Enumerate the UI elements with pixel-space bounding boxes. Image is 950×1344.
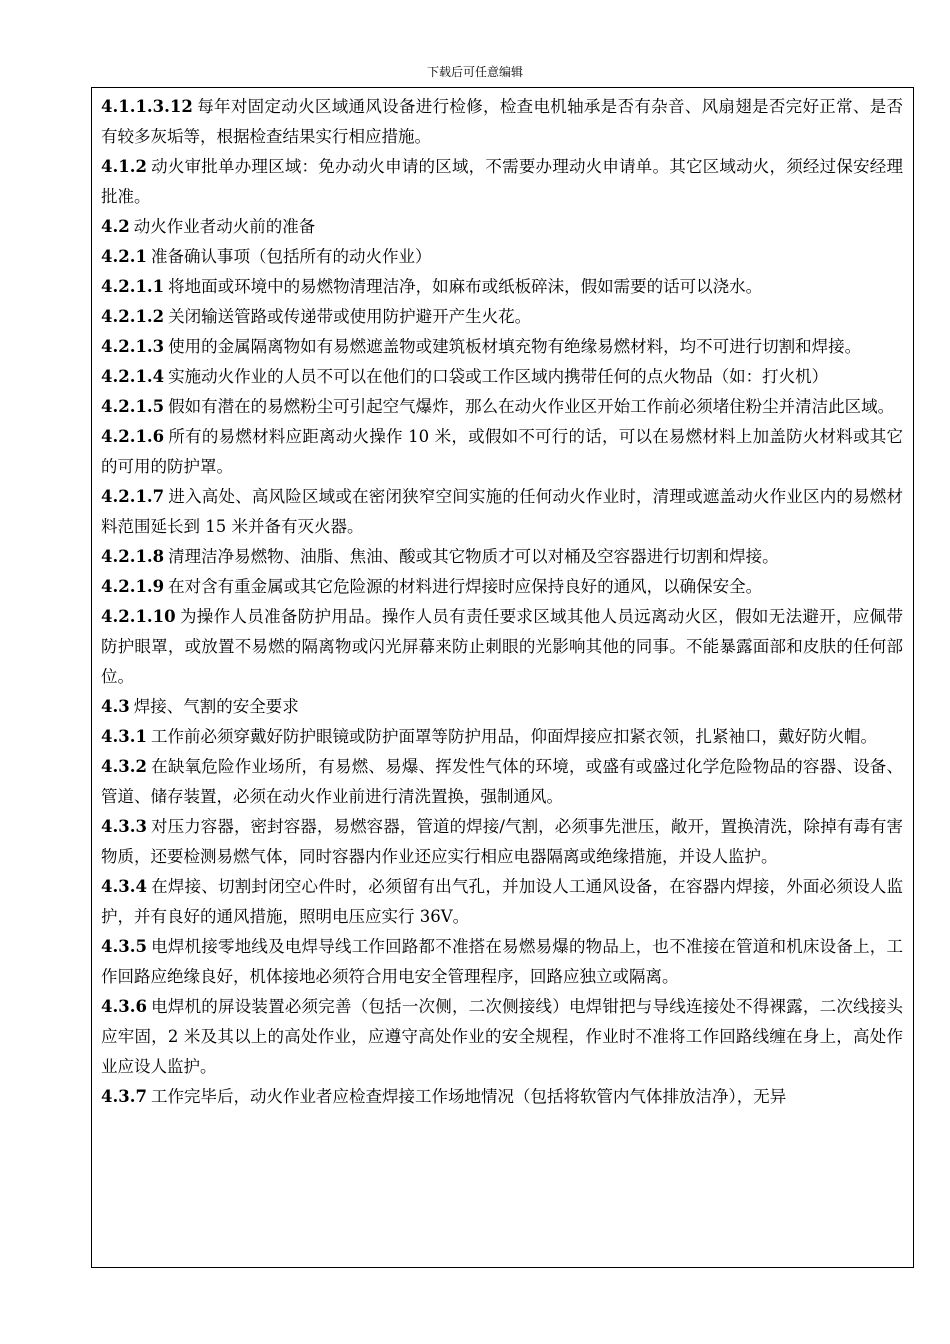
clause-text: 动火作业者动火前的准备: [133, 217, 316, 236]
paragraph: [101, 392, 903, 422]
clause-number: 4.3.6: [101, 997, 147, 1016]
paragraph: [101, 752, 903, 812]
clause-text: 焊接、气割的安全要求: [133, 697, 299, 716]
clause-number: 4.2.1.1: [101, 277, 165, 296]
page-header-note: 下载后可任意编辑: [426, 65, 523, 79]
paragraph: [101, 992, 903, 1082]
clause-text: 工作完毕后，动火作业者应检查焊接工作场地情况（包括将软管内气体排放洁净），无异: [150, 1087, 787, 1106]
clause-number: 4.3.1: [101, 727, 147, 746]
clause-text: 动火审批单办理区域：免办动火申请的区域，不需要办理动火申请单。其它区域动火，须经过保安经理批准。: [101, 157, 903, 206]
clause-number: 4.3.5: [101, 937, 147, 956]
clause-number: 4.3: [101, 697, 130, 716]
clause-number: 4.2.1.8: [101, 547, 165, 566]
document-body: [91, 87, 914, 1268]
subsection-heading: [101, 242, 903, 272]
paragraph: [101, 152, 903, 212]
paragraph: [101, 92, 903, 152]
clause-number: 4.2: [101, 217, 130, 236]
clause-text: 在缺氧危险作业场所，有易燃、易爆、挥发性气体的环境，或盛有或盛过化学危险物品的容器、设备、管道、储存装置，必须在动火作业前进行清洗置换，强制通风。: [101, 757, 903, 806]
clause-number: 4.2.1.10: [101, 607, 176, 626]
clause-number: 4.1.2: [101, 157, 147, 176]
clause-number: 4.2.1.2: [101, 307, 165, 326]
paragraph: [101, 542, 903, 572]
clause-text: 每年对固定动火区域通风设备进行检修，检查电机轴承是否有杂音、风扇翅是否完好正常、是否有较多灰垢等，根据检查结果实行相应措施。: [101, 97, 903, 146]
clause-number: 4.2.1.3: [101, 337, 165, 356]
section-heading: [101, 692, 903, 722]
clause-text: 对压力容器，密封容器，易燃容器，管道的焊接/气割，必须事先泄压，敞开，置换清洗，除掉有毒有害物质，还要检测易燃气体，同时容器内作业还应实行相应电器隔离或绝缘措施，并设人监护。: [101, 817, 903, 866]
clause-number: 4.1.1.3.12: [101, 97, 193, 116]
clause-text: 准备确认事项（包括所有的动火作业）: [150, 247, 432, 266]
clause-text: 电焊机接零地线及电焊导线工作回路都不准搭在易燃易爆的物品上，也不准接在管道和机床设备上，工作回路应绝缘良好，机体接地必须符合用电安全管理程序，回路应独立或隔离。: [101, 937, 903, 986]
clause-text: 为操作人员准备防护用品。操作人员有责任要求区域其他人员远离动火区，假如无法避开，应佩带防护眼罩，或放置不易燃的隔离物或闪光屏幕来防止刺眼的光影响其他的同事。不能暴露面部和皮肤的任何部位。: [101, 607, 903, 686]
clause-text: 清理洁净易燃物、油脂、焦油、酸或其它物质才可以对桶及空容器进行切割和焊接。: [168, 547, 779, 566]
clause-text: 在焊接、切割封闭空心件时，必须留有出气孔，并加设人工通风设备，在容器内焊接，外面必须设人监护，并有良好的通风措施，照明电压应实行 36V。: [101, 877, 903, 926]
clause-text: 在对含有重金属或其它危险源的材料进行焊接时应保持良好的通风，以确保安全。: [168, 577, 763, 596]
clause-number: 4.2.1.5: [101, 397, 165, 416]
clause-text: 工作前必须穿戴好防护眼镜或防护面罩等防护用品，仰面焊接应扣紧衣领，扎紧袖口，戴好防火帽。: [150, 727, 877, 746]
paragraph: [101, 422, 903, 482]
clause-number: 4.3.3: [101, 817, 147, 836]
clause-number: 4.2.1.6: [101, 427, 165, 446]
clause-number: 4.3.2: [101, 757, 147, 776]
section-heading: [101, 212, 903, 242]
clause-number: 4.2.1.7: [101, 487, 165, 506]
clause-number: 4.2.1.9: [101, 577, 165, 596]
paragraph: [101, 572, 903, 602]
paragraph: [101, 602, 903, 692]
paragraph: [101, 332, 903, 362]
paragraph: [101, 302, 903, 332]
clause-number: 4.2.1: [101, 247, 147, 266]
clause-text: 实施动火作业的人员不可以在他们的口袋或工作区域内携带任何的点火物品（如：打火机）: [168, 367, 829, 386]
paragraph: [101, 872, 903, 932]
clause-text: 使用的金属隔离物如有易燃遮盖物或建筑板材填充物有绝缘易燃材料，均不可进行切割和焊接。: [168, 337, 862, 356]
paragraph: [101, 812, 903, 872]
paragraph: [101, 1082, 903, 1112]
clause-text: 关闭输送管路或传递带或使用防护避开产生火花。: [168, 307, 532, 326]
paragraph: [101, 932, 903, 992]
clause-number: 4.3.4: [101, 877, 147, 896]
clause-text: 所有的易燃材料应距离动火操作 10 米，或假如不可行的话，可以在易燃材料上加盖防火材料或其它的可用的防护罩。: [101, 427, 903, 476]
paragraph: [101, 482, 903, 542]
paragraph: [101, 362, 903, 392]
paragraph: [101, 722, 903, 752]
clause-text: 进入高处、高风险区域或在密闭狭窄空间实施的任何动火作业时，清理或遮盖动火作业区内的易燃材料范围延长到 15 米并备有灭火器。: [101, 487, 903, 536]
clause-text: 电焊机的屏设装置必须完善（包括一次侧，二次侧接线）电焊钳把与导线连接处不得裸露，二次线接头应牢固，2 米及其以上的高处作业，应遵守高处作业的安全规程，作业时不准将工作回路线缠在身上，高处作业应设人监护。: [101, 997, 903, 1076]
clause-text: 假如有潜在的易燃粉尘可引起空气爆炸，那么在动火作业区开始工作前必须堵住粉尘并清洁此区域。: [168, 397, 895, 416]
clause-number: 4.3.7: [101, 1087, 147, 1106]
paragraph: [101, 272, 903, 302]
clause-number: 4.2.1.4: [101, 367, 165, 386]
clause-text: 将地面或环境中的易燃物清理洁净，如麻布或纸板碎沫，假如需要的话可以浇水。: [168, 277, 763, 296]
